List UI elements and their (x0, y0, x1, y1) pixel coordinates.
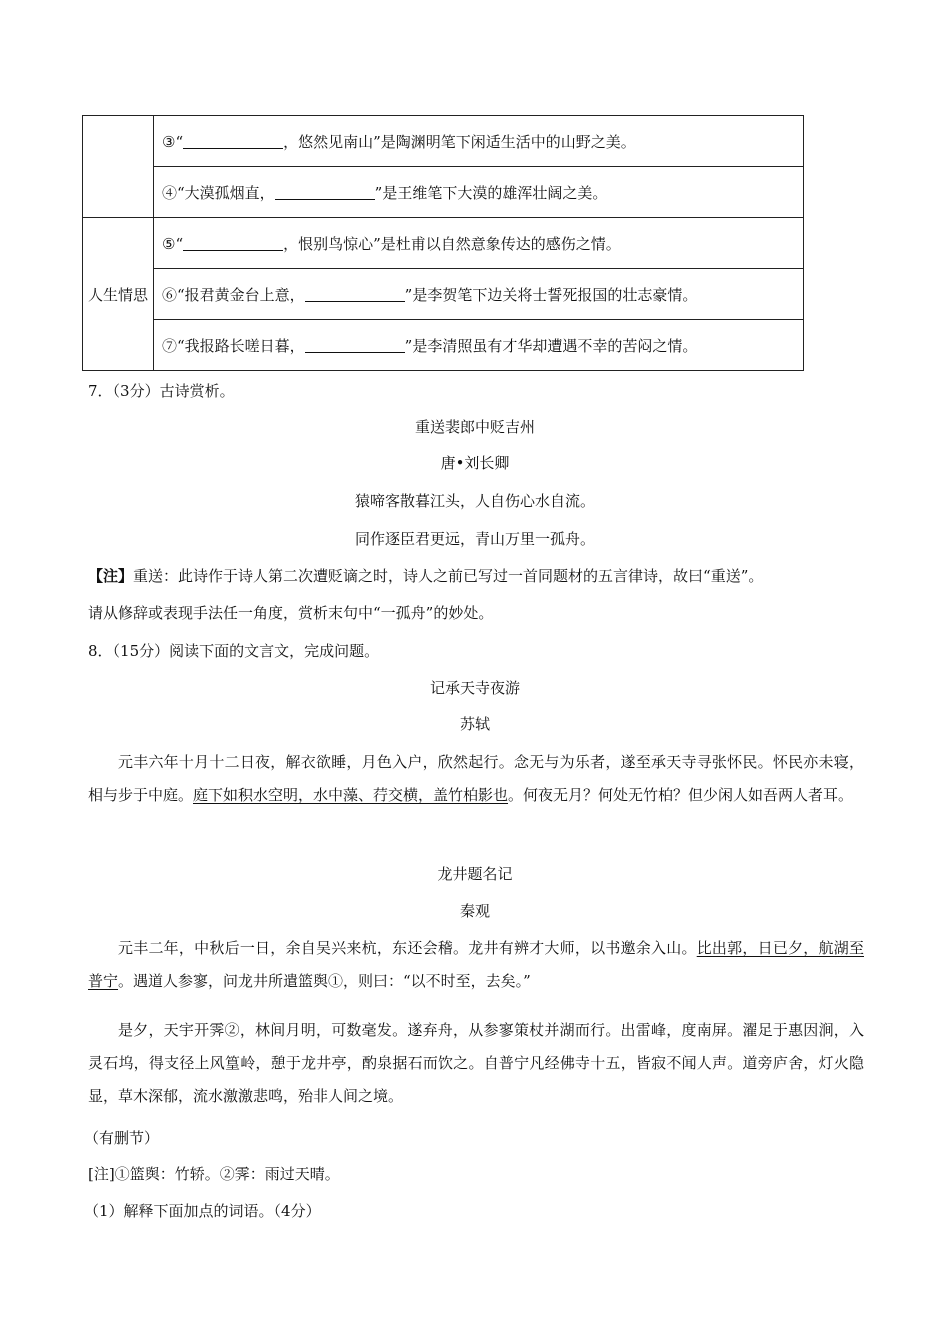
category-cell: 人生情思 (83, 218, 154, 371)
table-cell (154, 116, 804, 167)
row-text: ④“大漠孤烟直， (162, 183, 275, 202)
text2-underlined-sentence: 比出郭，日已夕，航湖至普宁 (88, 939, 864, 990)
text2-author: 秦观 (459, 902, 490, 920)
text2-paragraph-2: 是夕，天宇开霁②，林间月明，可数毫发。遂弃舟，从参寥策杖并湖而行。出雷峰，度南屏。濯足于惠因涧，入灵石坞，得支径上风篁岭，憩于龙井亭，酌泉据石而饮之。自普宁凡经佛寺十五，皆寂不闻人声。道旁庐舍，灯火隐显，草木深郁，流水激激悲鸣，殆非人间之境。 (88, 1021, 864, 1105)
row-text: ⑤“ (162, 234, 184, 253)
table-cell (154, 167, 804, 218)
sub-question-1: （1）解释下面加点的词语。（4分） (84, 1202, 321, 1220)
table-row (83, 320, 804, 371)
text1-part2: 。何夜无月？何处无竹柏？但少闲人如吾两人者耳。 (508, 786, 854, 804)
category-cell-empty (83, 116, 154, 218)
text1-title: 记承天寺夜游 (429, 679, 520, 697)
row-text: ⑥“报君黄金台上意， (162, 285, 305, 304)
poem-title: 重送裴郎中贬吉州 (414, 418, 535, 436)
note-label: 【注】 (88, 567, 134, 585)
poem-line-1: 猿啼客散暮江头，人自伤心水自流。 (354, 492, 595, 510)
answer-blank[interactable] (305, 287, 405, 302)
answer-blank[interactable] (183, 134, 283, 149)
table-row (83, 116, 804, 167)
text2-p1-part2: 。遇道人参寥，问龙井所遣篮舆①，则曰：“以不时至，去矣。” (118, 972, 531, 990)
table-cell (154, 269, 804, 320)
text1-part1: 元丰六年十月十二日夜，解衣欲睡，月色入户，欣然起行。念无与为乐者，遂至承天寺寻张怀民。怀民亦未寝，相与步于中庭。 (88, 753, 864, 804)
table-cell (154, 320, 804, 371)
poem-author: 唐•刘长卿 (440, 454, 510, 472)
text2-title: 龙井题名记 (437, 865, 513, 883)
row-text: ③“ (162, 132, 184, 151)
row-text: ，恨别鸟惊心”是杜甫以自然意象传达的感伤之情。 (283, 234, 621, 253)
poem-line-2: 同作逐臣君更远，青山万里一孤舟。 (354, 530, 595, 548)
row-text: ”是李清照虽有才华却遭遇不幸的苦闷之情。 (404, 336, 698, 355)
table-row (83, 218, 804, 269)
text1-author: 苏轼 (459, 715, 490, 733)
question-7-header: 7．（3分）古诗赏析。 (88, 382, 235, 400)
row-text: ”是李贺笔下边关将士誓死报国的壮志豪情。 (404, 285, 698, 304)
text2-p1-part1: 元丰二年，中秋后一日，余自吴兴来杭，东还会稽。龙井有辨才大师，以书邀余入山。 (118, 939, 697, 957)
text2-notes: [注]①篮舆：竹轿。②霁：雨过天晴。 (88, 1165, 340, 1183)
answer-blank[interactable] (183, 236, 283, 251)
text1-underlined-sentence: 庭下如积水空明，水中藻、荇交横，盖竹柏影也 (193, 786, 509, 804)
abridged-note: （有删节） (84, 1129, 160, 1147)
poetry-fill-table (82, 115, 804, 371)
row-text: ⑦“我报路长嗟日暮， (162, 336, 305, 355)
row-text: ”是王维笔下大漠的雄浑壮阔之美。 (374, 183, 608, 202)
row-text: ，悠然见南山”是陶渊明笔下闲适生活中的山野之美。 (283, 132, 636, 151)
poem-note (88, 565, 763, 586)
note-text: 重送：此诗作于诗人第二次遭贬谪之时，诗人之前已写过一首同题材的五言律诗，故曰“重送”。 (133, 567, 764, 585)
table-row (83, 269, 804, 320)
question-7-prompt: 请从修辞或表现手法任一角度，赏析末句中“一孤舟”的妙处。 (88, 604, 494, 622)
answer-blank[interactable] (305, 338, 405, 353)
question-8-header: 8．（15分）阅读下面的文言文，完成问题。 (88, 642, 380, 660)
table-cell (154, 218, 804, 269)
text2-paragraph-1 (88, 932, 864, 998)
text1-body (88, 746, 864, 812)
answer-blank[interactable] (275, 185, 375, 200)
table-row (83, 167, 804, 218)
